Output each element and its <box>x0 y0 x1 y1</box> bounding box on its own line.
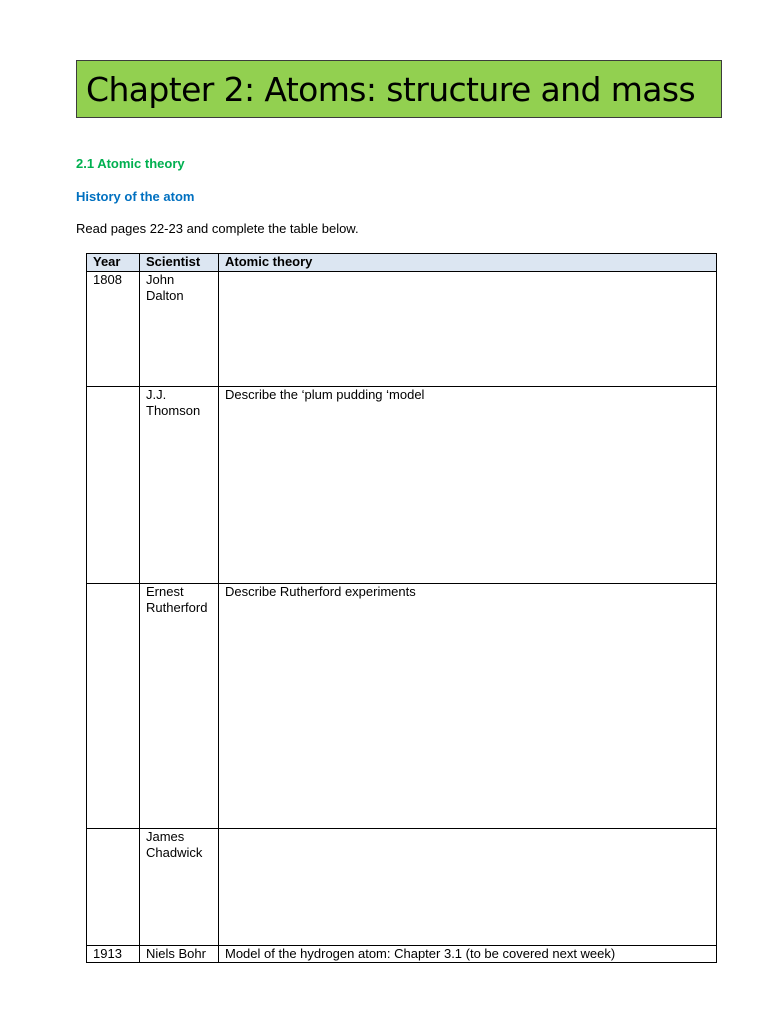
column-header-year: Year <box>87 254 140 272</box>
atomic-theory-cell[interactable]: Describe Rutherford experiments <box>219 584 717 829</box>
table-row <box>87 829 717 946</box>
table-row <box>87 387 717 584</box>
table-header-row <box>87 254 717 272</box>
table-row <box>87 946 717 963</box>
scientist-cell <box>140 584 219 829</box>
column-header-scientist: Scientist <box>140 254 219 272</box>
table-row <box>87 584 717 829</box>
year-cell: 1808 <box>87 272 140 387</box>
scientist-cell <box>140 272 219 387</box>
atomic-theory-cell[interactable]: Model of the hydrogen atom: Chapter 3.1 (to be covered next week) <box>219 946 717 963</box>
year-cell <box>87 829 140 946</box>
atomic-theory-cell[interactable] <box>219 272 717 387</box>
scientist-cell <box>140 946 219 963</box>
scientist-cell <box>140 829 219 946</box>
instruction-text: Read pages 22-23 and complete the table below. <box>76 221 359 236</box>
section-heading: 2.1 Atomic theory <box>76 156 185 171</box>
atomic-theory-table <box>86 253 717 963</box>
column-header-atomic-theory: Atomic theory <box>219 254 717 272</box>
scientist-name: Niels Bohr <box>146 946 206 961</box>
subsection-heading: History of the atom <box>76 189 195 204</box>
chapter-title-banner <box>76 60 722 118</box>
atomic-theory-cell[interactable] <box>219 829 717 946</box>
scientist-name: J.J. Thomson <box>146 387 201 418</box>
chapter-title: Chapter 2: Atoms: structure and mass <box>86 69 696 109</box>
scientist-cell <box>140 387 219 584</box>
scientist-name: James Chadwick <box>146 829 203 860</box>
table-row <box>87 272 717 387</box>
scientist-name: Ernest Rutherford <box>146 584 208 615</box>
year-cell: 1913 <box>87 946 140 963</box>
scientist-name: John Dalton <box>146 272 184 303</box>
year-cell <box>87 584 140 829</box>
atomic-theory-cell[interactable]: Describe the ‘plum pudding ‘model <box>219 387 717 584</box>
year-cell <box>87 387 140 584</box>
